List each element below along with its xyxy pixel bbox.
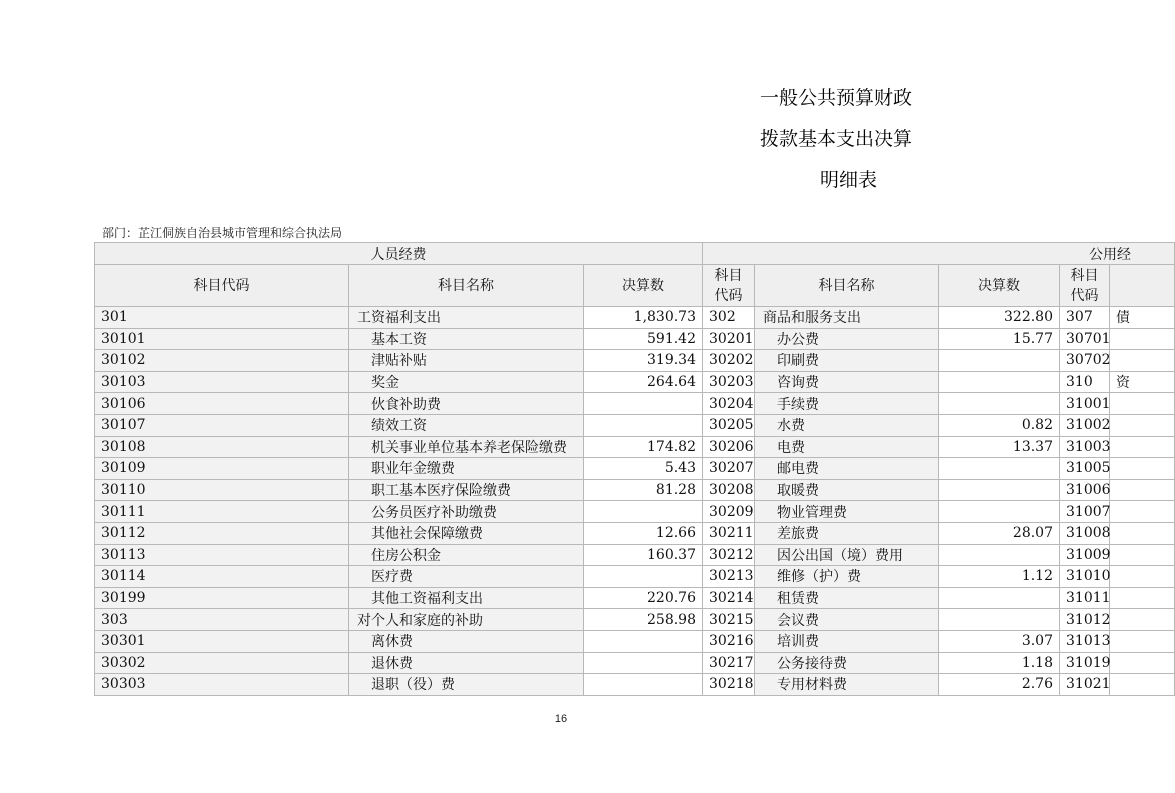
table-row <box>95 371 1175 393</box>
code-cell-personnel: 30303 <box>95 674 349 696</box>
code-cell-personnel: 30112 <box>95 522 349 544</box>
name-cell-personnel: 奖金 <box>349 371 584 393</box>
code-cell-personnel: 30102 <box>95 350 349 372</box>
table-row <box>95 458 1175 480</box>
name-cell-public-2 <box>1110 479 1175 501</box>
name-cell-public: 会议费 <box>755 609 939 631</box>
name-cell-personnel: 公务员医疗补助缴费 <box>349 501 584 523</box>
name-cell-personnel: 绩效工资 <box>349 414 584 436</box>
name-cell-personnel: 退职（役）费 <box>349 674 584 696</box>
code-cell-public: 30211 <box>703 522 755 544</box>
name-cell-personnel: 伙食补助费 <box>349 393 584 415</box>
amount-cell-personnel: 591.42 <box>584 328 703 350</box>
code-cell-personnel: 30110 <box>95 479 349 501</box>
code-cell-public-2: 31011 <box>1060 587 1110 609</box>
name-cell-public: 维修（护）费 <box>755 566 939 588</box>
code-cell-personnel: 30103 <box>95 371 349 393</box>
name-cell-public-2 <box>1110 522 1175 544</box>
code-cell-public: 30217 <box>703 652 755 674</box>
column-header-amount: 决算数 <box>584 265 703 307</box>
amount-cell-personnel <box>584 393 703 415</box>
column-header-code-2 <box>703 265 755 307</box>
code-cell-public-2: 31002 <box>1060 414 1110 436</box>
header-line: 代码 <box>1070 287 1099 304</box>
amount-cell-public <box>939 393 1060 415</box>
amount-cell-public: 2.76 <box>939 674 1060 696</box>
code-cell-personnel: 30107 <box>95 414 349 436</box>
amount-cell-public: 3.07 <box>939 630 1060 652</box>
column-header-amount-2: 决算数 <box>939 265 1060 307</box>
code-cell-personnel: 303 <box>95 609 349 631</box>
name-cell-public: 手续费 <box>755 393 939 415</box>
table-body <box>95 307 1175 696</box>
amount-cell-personnel <box>584 652 703 674</box>
code-cell-public: 30204 <box>703 393 755 415</box>
name-cell-personnel: 基本工资 <box>349 328 584 350</box>
code-cell-public-2: 307 <box>1060 307 1110 329</box>
table-row <box>95 328 1175 350</box>
amount-cell-public: 1.18 <box>939 652 1060 674</box>
name-cell-public: 电费 <box>755 436 939 458</box>
code-cell-public: 30203 <box>703 371 755 393</box>
amount-cell-personnel: 258.98 <box>584 609 703 631</box>
code-cell-public-2: 31006 <box>1060 479 1110 501</box>
table-row <box>95 630 1175 652</box>
name-cell-public: 公务接待费 <box>755 652 939 674</box>
code-cell-public-2: 30702 <box>1060 350 1110 372</box>
code-cell-public: 30208 <box>703 479 755 501</box>
code-cell-personnel: 30109 <box>95 458 349 480</box>
amount-cell-public <box>939 479 1060 501</box>
amount-cell-public: 15.77 <box>939 328 1060 350</box>
code-cell-public: 30212 <box>703 544 755 566</box>
amount-cell-personnel: 160.37 <box>584 544 703 566</box>
amount-cell-personnel: 220.76 <box>584 587 703 609</box>
table-row <box>95 674 1175 696</box>
code-cell-personnel: 30108 <box>95 436 349 458</box>
name-cell-public: 租赁费 <box>755 587 939 609</box>
column-header-code: 科目代码 <box>95 265 349 307</box>
code-cell-public-2: 31001 <box>1060 393 1110 415</box>
table-row <box>95 544 1175 566</box>
amount-cell-public <box>939 350 1060 372</box>
name-cell-public: 水费 <box>755 414 939 436</box>
title-line-2: 拨款基本支出决算 <box>760 128 913 150</box>
amount-cell-public <box>939 501 1060 523</box>
name-cell-public-2 <box>1110 544 1175 566</box>
name-cell-public: 办公费 <box>755 328 939 350</box>
name-cell-personnel: 其他社会保障缴费 <box>349 522 584 544</box>
code-cell-public-2: 31021 <box>1060 674 1110 696</box>
expenditure-table <box>94 242 1131 694</box>
name-cell-public-2 <box>1110 674 1175 696</box>
table-row <box>95 522 1175 544</box>
code-cell-personnel: 30302 <box>95 652 349 674</box>
name-cell-public-2 <box>1110 609 1175 631</box>
name-cell-public-2: 资 <box>1110 371 1175 393</box>
amount-cell-public: 1.12 <box>939 566 1060 588</box>
title-line-3: 明细表 <box>819 169 877 191</box>
amount-cell-public: 28.07 <box>939 522 1060 544</box>
name-cell-public-2: 債 <box>1110 307 1175 329</box>
name-cell-public: 印刷费 <box>755 350 939 372</box>
name-cell-public-2 <box>1110 436 1175 458</box>
name-cell-public-2 <box>1110 587 1175 609</box>
amount-cell-personnel: 5.43 <box>584 458 703 480</box>
name-cell-public: 培训费 <box>755 630 939 652</box>
name-cell-public: 邮电费 <box>755 458 939 480</box>
name-cell-personnel: 工资福利支出 <box>349 307 584 329</box>
amount-cell-personnel <box>584 674 703 696</box>
header-line: 代码 <box>714 287 743 304</box>
column-header-code-3 <box>1060 265 1110 307</box>
amount-cell-personnel: 81.28 <box>584 479 703 501</box>
name-cell-personnel: 退休费 <box>349 652 584 674</box>
code-cell-public: 30215 <box>703 609 755 631</box>
code-cell-public-2: 31019 <box>1060 652 1110 674</box>
table-row <box>95 414 1175 436</box>
amount-cell-personnel <box>584 566 703 588</box>
code-cell-personnel: 30301 <box>95 630 349 652</box>
page-number: 16 <box>554 713 568 725</box>
name-cell-personnel: 机关事业单位基本养老保险缴费 <box>349 436 584 458</box>
column-header-name-3 <box>1110 265 1175 307</box>
code-cell-public: 30201 <box>703 328 755 350</box>
amount-cell-personnel: 1,830.73 <box>584 307 703 329</box>
amount-cell-public: 13.37 <box>939 436 1060 458</box>
name-cell-public: 因公出国（境）费用 <box>755 544 939 566</box>
code-cell-public: 30213 <box>703 566 755 588</box>
column-header-code-3-text <box>1066 266 1103 306</box>
title-line-1: 一般公共预算财政 <box>760 87 913 109</box>
code-cell-public: 30209 <box>703 501 755 523</box>
amount-cell-public <box>939 544 1060 566</box>
department-label: 部门：芷江侗族自治县城市管理和综合执法局 <box>102 226 343 240</box>
amount-cell-public: 322.80 <box>939 307 1060 329</box>
code-cell-public: 30216 <box>703 630 755 652</box>
name-cell-public-2 <box>1110 458 1175 480</box>
column-header-name: 科目名称 <box>349 265 584 307</box>
name-cell-public-2 <box>1110 652 1175 674</box>
amount-cell-public <box>939 458 1060 480</box>
amount-cell-personnel <box>584 501 703 523</box>
code-cell-public: 30202 <box>703 350 755 372</box>
code-cell-personnel: 30101 <box>95 328 349 350</box>
code-cell-public-2: 31010 <box>1060 566 1110 588</box>
code-cell-public-2: 31008 <box>1060 522 1110 544</box>
amount-cell-personnel <box>584 630 703 652</box>
code-cell-personnel: 30106 <box>95 393 349 415</box>
name-cell-public-2 <box>1110 501 1175 523</box>
amount-cell-public <box>939 609 1060 631</box>
name-cell-public: 咨询费 <box>755 371 939 393</box>
name-cell-personnel: 住房公积金 <box>349 544 584 566</box>
table-row <box>95 566 1175 588</box>
name-cell-public: 物业管理费 <box>755 501 939 523</box>
name-cell-personnel: 津贴补贴 <box>349 350 584 372</box>
document-title <box>760 78 935 201</box>
code-cell-public-2: 31013 <box>1060 630 1110 652</box>
amount-cell-public <box>939 587 1060 609</box>
code-cell-public-2: 31009 <box>1060 544 1110 566</box>
code-cell-public: 30218 <box>703 674 755 696</box>
code-cell-public-2: 30701 <box>1060 328 1110 350</box>
group-header-public: 公用经 <box>703 243 1175 265</box>
group-header-personnel: 人员经费 <box>95 243 703 265</box>
code-cell-personnel: 30113 <box>95 544 349 566</box>
code-cell-personnel: 30199 <box>95 587 349 609</box>
header-line: 科目 <box>1070 267 1099 284</box>
name-cell-public: 取暖费 <box>755 479 939 501</box>
amount-cell-personnel: 174.82 <box>584 436 703 458</box>
code-cell-personnel: 30111 <box>95 501 349 523</box>
name-cell-personnel: 职业年金缴费 <box>349 458 584 480</box>
code-cell-public-2: 310 <box>1060 371 1110 393</box>
column-header-name-2: 科目名称 <box>755 265 939 307</box>
name-cell-public-2 <box>1110 393 1175 415</box>
name-cell-public: 商品和服务支出 <box>755 307 939 329</box>
table-row <box>95 501 1175 523</box>
amount-cell-personnel: 264.64 <box>584 371 703 393</box>
code-cell-personnel: 301 <box>95 307 349 329</box>
name-cell-personnel: 医疗费 <box>349 566 584 588</box>
code-cell-public-2: 31007 <box>1060 501 1110 523</box>
name-cell-public-2 <box>1110 566 1175 588</box>
table-row <box>95 479 1175 501</box>
table-row <box>95 609 1175 631</box>
name-cell-personnel: 离休费 <box>349 630 584 652</box>
amount-cell-personnel <box>584 414 703 436</box>
name-cell-public: 专用材料费 <box>755 674 939 696</box>
code-cell-public: 302 <box>703 307 755 329</box>
name-cell-public-2 <box>1110 350 1175 372</box>
table-row <box>95 436 1175 458</box>
amount-cell-personnel: 319.34 <box>584 350 703 372</box>
code-cell-public: 30214 <box>703 587 755 609</box>
amount-cell-public <box>939 371 1060 393</box>
code-cell-public: 30205 <box>703 414 755 436</box>
name-cell-personnel: 对个人和家庭的补助 <box>349 609 584 631</box>
code-cell-public-2: 31003 <box>1060 436 1110 458</box>
name-cell-personnel: 其他工资福利支出 <box>349 587 584 609</box>
name-cell-public-2 <box>1110 414 1175 436</box>
code-cell-personnel: 30114 <box>95 566 349 588</box>
header-line: 科目 <box>714 267 743 284</box>
amount-cell-personnel: 12.66 <box>584 522 703 544</box>
code-cell-public-2: 31012 <box>1060 609 1110 631</box>
table-row <box>95 393 1175 415</box>
name-cell-public-2 <box>1110 630 1175 652</box>
table-row <box>95 587 1175 609</box>
code-cell-public-2: 31005 <box>1060 458 1110 480</box>
name-cell-public-2 <box>1110 328 1175 350</box>
table-row <box>95 307 1175 329</box>
code-cell-public: 30207 <box>703 458 755 480</box>
name-cell-public: 差旅费 <box>755 522 939 544</box>
code-cell-public: 30206 <box>703 436 755 458</box>
column-header-code-2-text <box>709 266 748 306</box>
amount-cell-public: 0.82 <box>939 414 1060 436</box>
name-cell-personnel: 职工基本医疗保险缴费 <box>349 479 584 501</box>
table-row <box>95 652 1175 674</box>
table-row <box>95 350 1175 372</box>
